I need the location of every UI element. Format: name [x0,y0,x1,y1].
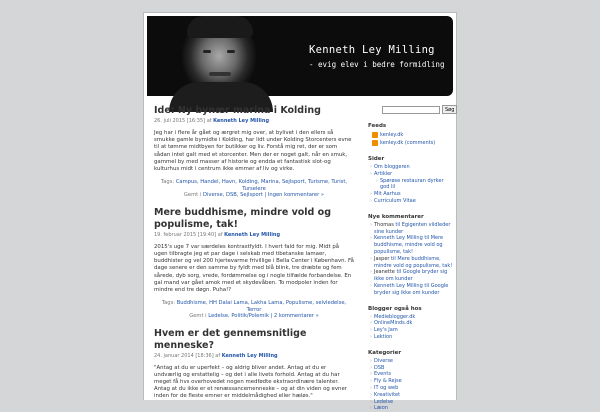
comment-post-link[interactable]: til Egigenten vildleder sine kunder [374,221,451,235]
category-link[interactable]: › Fly & Rejse [368,378,454,385]
post-author-link[interactable]: Kenneth Ley Milling [213,118,270,124]
post-excerpt: 2015's uge 7 var særdeles kontrastfyldt. I hvert fald for mig. Midt på ugen tilbragte jeg et par dage i selskab med tibetanske lamaer, buddhister og vel 200 hjertevarme frivillige i Bella Center i København. Få dage senere er den samme by fyldt med blå blink, tre dræbte og fem sårede, dyb sorg, vrede, fordømmelse og i nogle tilfælde forbandelse. En gal mand var gået amok med et skydevåben. To modpoler inden for mindre end tre døgn. Puha!? [154,243,354,293]
category-link[interactable]: › Kreativitet [368,392,454,399]
tags-label: Tags: [160,179,175,186]
rss-icon [372,132,378,138]
post [154,105,354,199]
blog-title[interactable]: Kenneth Ley Milling [309,44,435,56]
blogroll-link[interactable]: › Medieblogger.dk [368,314,454,321]
post-date: 26. juli 2015 [16:35] [154,118,206,124]
post-tags [154,300,354,313]
post-title[interactable]: Ide: Ny bynær marina i Kolding [154,105,321,116]
category-link[interactable]: › Events [368,371,454,378]
post-date: 24. januar 2014 [18:36] [154,352,214,359]
post-by: af [206,118,212,124]
comments-link[interactable]: | Ingen kommentarer » [264,192,325,199]
comments-link[interactable]: | 2 kommentarer » [270,313,319,320]
post-author-link[interactable]: Kenneth Ley Milling [221,352,278,359]
feeds-heading: Feeds [368,123,387,129]
feed-link[interactable] [368,139,454,147]
tags-label: Tags: [161,300,176,307]
main-content [154,105,354,409]
category-links[interactable]: Diverse, DSB, Sejlsport [202,192,263,199]
post-excerpt: "Antag at du er uperfekt – og aldrig bliver andet. Antag at du er undværlig og erstattelig – og det i alle livets forhold. Antag at du har meget få hvs overhovedet nogen medfødte ekstraordinære talenter. Antag at du ikke er et renæssancemenneske – og at din viden og evner inden for de fleste emner er middelmådighed eller hæløs." [154,364,348,400]
tag-links[interactable]: Buddhisme, HH Dalai Lama, Lakha Lama, Populisme, selvledelse, Terror [176,300,347,313]
portrait-eye [203,50,211,53]
search-button[interactable]: Søg [442,105,457,114]
portrait-eye [227,50,235,53]
categories-label: Gemt i [183,192,202,199]
comment-author[interactable]: Kenneth Ley Milling [374,235,423,242]
search-form [382,105,454,114]
sidebar [368,105,454,412]
post-by: af [215,352,221,359]
post-categories [154,313,354,320]
recent-comment [368,269,454,283]
rss-icon [372,140,378,146]
post [154,328,354,401]
post-title[interactable]: Hvem er det gennemsnitlige menneske? [154,327,307,351]
search-input[interactable] [382,106,440,114]
category-link[interactable]: › Diverse [368,358,454,365]
blog-description: - evig elev i bedre formidling [309,60,445,69]
header-portrait-photo [147,16,297,96]
post-by: af [217,231,223,238]
category-link[interactable]: › Læon [368,405,454,412]
page-link[interactable]: › Artikler [368,171,454,178]
category-links[interactable]: Ledelse, Politik/Polemik [208,313,269,320]
categories-heading: Kategorier [368,349,402,356]
post-tags [154,179,354,192]
recent-comment [368,235,454,255]
page-link[interactable]: › Mit Aarhus [368,191,454,198]
comment-post-link[interactable]: til Mere buddhisme, mindre vold og populisme, tak! [374,235,444,255]
recent-comment [368,256,454,270]
category-link[interactable]: › IT og web [368,385,454,392]
tag-links[interactable]: Campus, Handel, Havn, Kolding, Marina, Sejlsport, Turisme, Turist, Turselere [175,179,348,192]
blogroll-link[interactable]: › Ley's Jam [368,327,454,334]
post-categories [154,192,354,199]
feed-link-label[interactable]: kenley.dk (comments) [380,140,436,146]
post-date: 19. februar 2015 [19:40] [154,231,217,238]
post-meta [154,232,354,238]
feed-link-label[interactable]: kenley.dk [380,132,404,138]
category-link[interactable]: › Ledelse [368,399,454,406]
comment-author: Jasper [374,255,390,262]
comment-author: Thomas [374,221,394,228]
feed-link[interactable] [368,131,454,139]
comment-author: Jeanette [374,269,395,276]
post [154,207,354,320]
post-excerpt: Jeg har i flere år gået og ærgret mig over, at bylivet i den ellers så smukke gamle bymidte i Kolding, har lidt under Kolding Storcenters evne til at tømme midtbyen for butikker og liv. Forstå mig ret, der er som sådan intet galt med et storcenter. Men der er noget galt, når en smuk, gammel by med masser af historie og endda et fantastisk slot-og kulturhus midt i centrum ikke emmer af liv og virke. [154,130,352,173]
categories-label: Gemt i [189,313,207,320]
portrait-mouth [209,72,231,76]
pages-heading: Sider [368,156,385,162]
post-title[interactable]: Mere buddhisme, mindre vold og populisme, tak! [154,206,331,230]
page-container [143,12,457,412]
recent-comments-heading: Nye kommentarer [368,213,424,220]
category-link[interactable]: › DSB [368,365,454,372]
recent-comment [368,222,454,236]
post-author-link[interactable]: Kenneth Ley Milling [224,231,281,238]
post-meta [154,353,354,359]
blog-header [147,16,453,96]
blogroll-link[interactable]: › OnlineMinds.dk [368,320,454,327]
recent-comment [368,283,454,297]
post-meta [154,118,354,124]
comment-author[interactable]: Kenneth Ley Milling [374,282,423,289]
comment-post-link[interactable]: til Mere buddhisme, mindre vold og populisme, tak! [374,255,453,269]
page-link[interactable]: › Om bloggeren [368,164,454,171]
comment-post-link[interactable]: til Google bryder sig ikke om kunder [374,269,448,283]
page-link[interactable]: › Curriculum Vitae [368,198,454,205]
blogroll-link[interactable]: › Lektion [368,334,454,341]
comment-post-link[interactable]: til Google bryder sig ikke om kunder [374,282,449,296]
blogroll-heading: Blogger også hos [368,305,422,312]
page-link[interactable]: › Spørøse restauran dyrker god lil [368,178,454,192]
portrait-hair [187,16,253,38]
